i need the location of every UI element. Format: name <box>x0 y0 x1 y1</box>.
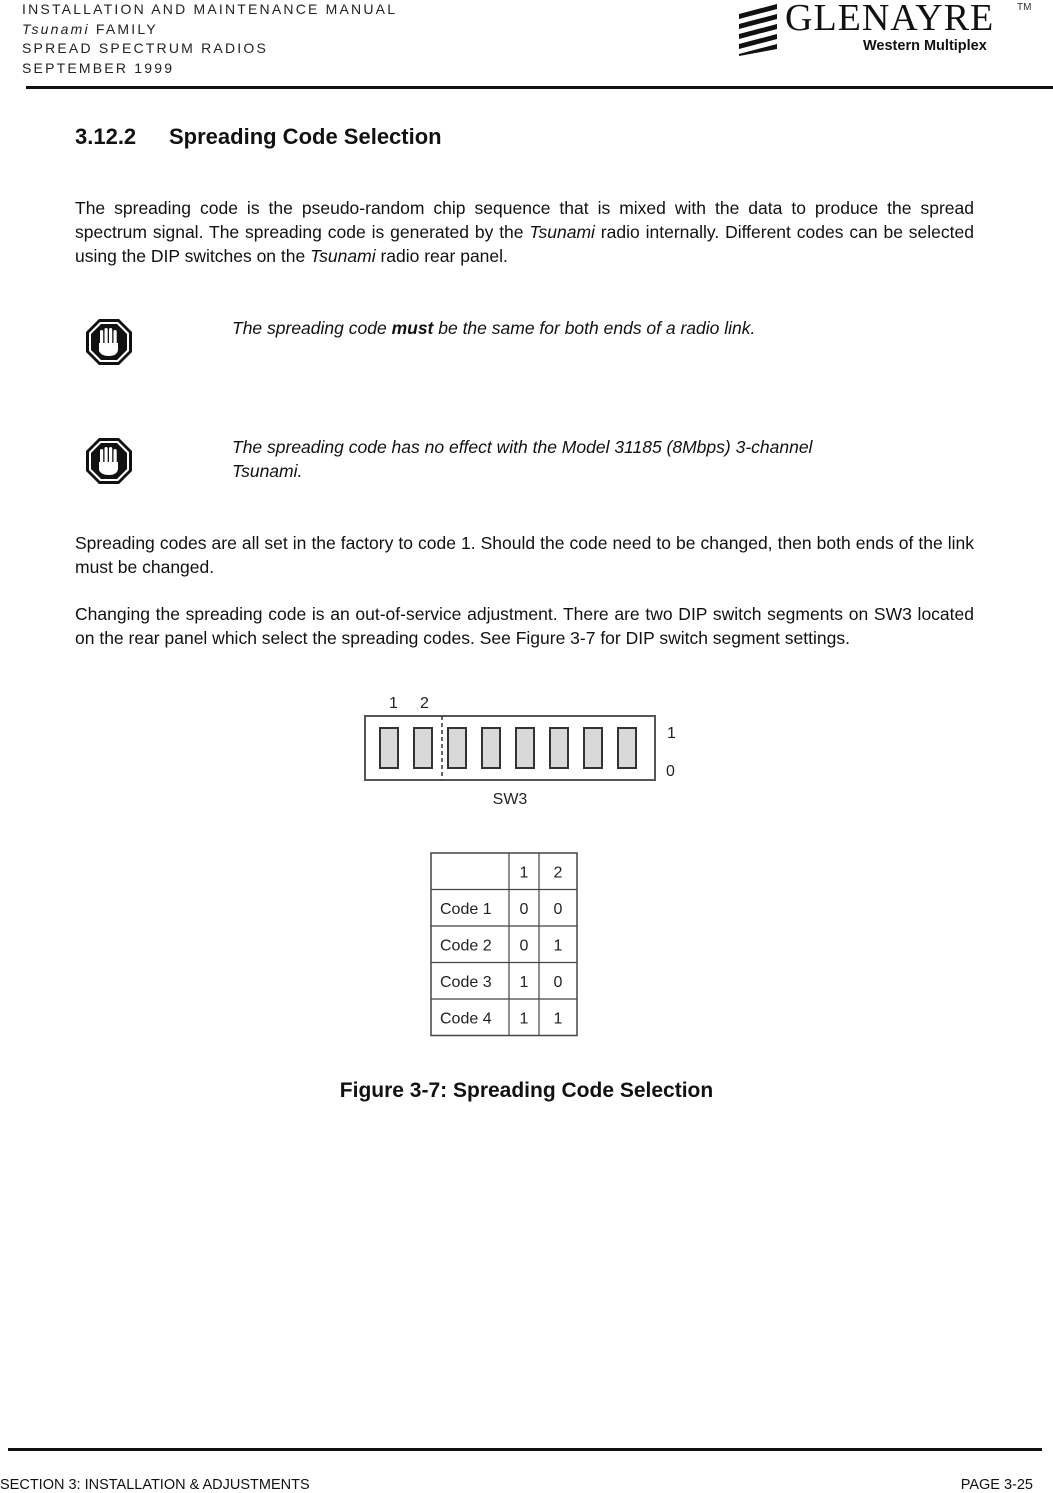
figure-caption: Figure 3-7: Spreading Code Selection <box>339 1079 714 1102</box>
factory-paragraph: Spreading codes are all set in the factory to code 1. Should the code need to be changed, then both ends of the link must be changed. <box>75 533 974 577</box>
intro-text-1: The spreading code is the pseudo-random chip sequence that is mixed with the data to produce the spread spectrum signal. The spreading code is generated by the <box>75 198 974 242</box>
table-value-cell: 0 <box>553 900 563 918</box>
note-no-effect: The spreading code has no effect with the Model 31185 (8Mbps) 3-channel Tsunami. <box>232 437 813 481</box>
footer-page-number: PAGE 3-25 <box>960 1477 1033 1493</box>
table-header-cell: 1 <box>519 864 529 882</box>
dip-switch-8 <box>618 728 636 768</box>
table-value-cell: 0 <box>553 973 563 991</box>
footer-divider <box>8 1448 1042 1451</box>
header-divider <box>26 86 1053 89</box>
table-value-cell: 1 <box>519 973 529 991</box>
table-value-cell: 0 <box>519 937 529 955</box>
dip-switch-4 <box>482 728 500 768</box>
header-family-suffix: FAMILY <box>89 20 158 37</box>
switch-body <box>365 716 655 780</box>
switch-label: SW3 <box>492 791 528 808</box>
dip-switch-6 <box>550 728 568 768</box>
stop-hand-icon <box>85 318 133 366</box>
logo-stripes-icon <box>735 0 783 56</box>
company-logo <box>735 0 1035 62</box>
code-table <box>431 853 577 1036</box>
intro-paragraph <box>75 196 974 268</box>
header-family-name: Tsunami <box>22 20 90 37</box>
section-heading: Spreading Code Selection <box>169 124 442 149</box>
note-1-text-a: The spreading code <box>232 318 392 338</box>
position-label-1: 1 <box>667 725 676 742</box>
table-value-cell: 0 <box>519 900 529 918</box>
figure-dip-switch <box>360 686 690 1046</box>
dip-switch-3 <box>448 728 466 768</box>
table-code-label: Code 3 <box>440 973 492 991</box>
header-family <box>22 20 397 40</box>
table-code-label: Code 1 <box>440 900 492 918</box>
table-header-cell: 2 <box>553 864 563 882</box>
dip-switch-7 <box>584 728 602 768</box>
intro-product-1: Tsunami <box>529 222 595 242</box>
intro-text-2: radio internally. Different codes can be selected using the DIP switches on the <box>75 222 974 266</box>
table-code-label: Code 4 <box>440 1010 492 1028</box>
position-label-0: 0 <box>666 763 675 780</box>
note-1-emphasis: must <box>391 318 434 338</box>
dip-switch-5 <box>516 728 534 768</box>
segment-label-2: 2 <box>420 695 429 712</box>
dip-switch-2 <box>414 728 432 768</box>
intro-text-3: radio rear panel. <box>375 246 508 266</box>
logo-subtitle: Western Multiplex <box>863 38 987 54</box>
document-header <box>22 0 397 78</box>
note-same-code <box>232 316 852 340</box>
table-code-label: Code 2 <box>440 937 492 955</box>
logo-wordmark: GLENAYRE <box>785 0 995 39</box>
note-1-text-b: be the same for both ends of a radio link. <box>433 318 756 338</box>
table-value-cell: 1 <box>519 1010 529 1028</box>
dip-switch-1 <box>380 728 398 768</box>
adjustment-paragraph: Changing the spreading code is an out-of-service adjustment. There are two DIP switch segments on SW3 located on the rear panel which select the spreading codes. See Figure 3-7 for DIP switch segment settings. <box>75 604 974 648</box>
segment-label-1: 1 <box>389 695 398 712</box>
header-date: SEPTEMBER 1999 <box>22 59 175 76</box>
logo-trademark: TM <box>1017 2 1032 13</box>
table-value-cell: 1 <box>553 1010 563 1028</box>
stop-hand-icon <box>85 437 133 485</box>
header-product-line: SPREAD SPECTRUM RADIOS <box>22 40 268 56</box>
section-title <box>75 124 442 150</box>
footer-section: SECTION 3: INSTALLATION & ADJUSTMENTS <box>0 1477 310 1493</box>
section-number: 3.12.2 <box>75 124 137 149</box>
figure-drawing <box>360 686 690 1046</box>
table-value-cell: 1 <box>553 937 563 955</box>
header-manual-title: INSTALLATION AND MAINTENANCE MANUAL <box>22 1 398 17</box>
intro-product-2: Tsunami <box>310 246 376 266</box>
